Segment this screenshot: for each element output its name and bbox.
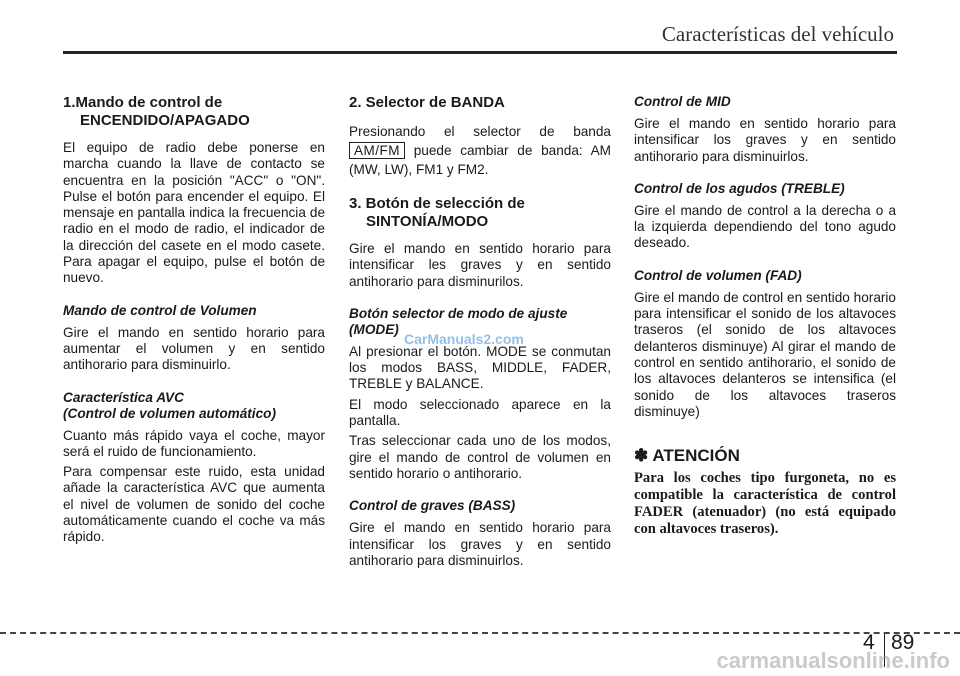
section-heading-tune: 3. Botón de selección de SINTONÍA/MODO (349, 195, 525, 230)
section-number: 4 (863, 631, 875, 654)
subheading-avc: Característica AVC (Control de volumen automático) (63, 389, 276, 421)
section-heading-band: 2. Selector de BANDA (349, 94, 505, 111)
subheading-treble: Control de los agudos (TREBLE) (634, 180, 845, 196)
paragraph: El equipo de radio debe ponerse en marcha cuando la llave de contacto se encuentra en la posición "ACC" o "ON". Pulse el botón para encender el equipo. El mensaje en pantalla indica la frecuencia de radio en el modo de radio, el indicador de la dirección del casete en el modo casete. Para apagar el equipo, pulse el botón de nuevo. (63, 140, 325, 286)
subheading-volume: Mando de control de Volumen (63, 302, 257, 318)
amfm-button-label: AM/FM (349, 142, 405, 159)
warning-heading: ✽ ATENCIÓN (634, 446, 740, 466)
subheading-mode: Botón selector de modo de ajuste (MODE) (349, 305, 568, 337)
subheading-fad: Control de volumen (FAD) (634, 267, 802, 283)
column-1 (63, 94, 325, 550)
paragraph: Gire el mando en sentido horario para aumentar el volumen y en sentido antihorario para disminuirlo. (63, 324, 325, 373)
asterisk-icon: ✽ (634, 446, 649, 466)
subheading-mid: Control de MID (634, 94, 731, 109)
paragraph: Gire el mando de control en sentido horario para intensificar el sonido de los altavoces traseros (el sonido de los altavoces delanteros disminuye) Al girar el mando de control en sentido antihorario, el sonido de los altavoces delanteros se intensifica (el sonido de los altavoces traseros disminuye) (634, 289, 896, 419)
warning-body: Para los coches tipo furgoneta, no es compatible la característica de control FADER (atenuador) (no está equipado con altavoces traseros). (634, 470, 896, 538)
header-rule (63, 51, 897, 54)
watermark-inline: CarManuals2.com (404, 331, 524, 347)
paragraph-band: Presionando el selector de banda AM/FM puede cambiar de banda: AM (MW, LW), FM1 y FM2. (349, 124, 611, 177)
paragraph: Gire el mando de control a la derecha o a la izquierda dependiendo del tono agudo deseado. (634, 202, 896, 251)
paragraph: Tras seleccionar cada uno de los modos, gire el mando de control de volumen en sentido horario o antihorario. (349, 433, 611, 481)
page-number: 89 (891, 631, 915, 654)
subheading-bass: Control de graves (BASS) (349, 498, 516, 514)
section-heading-power: 1.Mando de control de ENCENDIDO/APAGADO (63, 94, 250, 129)
paragraph: Gire el mando en sentido horario para intensificar los graves y en sentido antihorario para disminuirlos. (634, 116, 896, 164)
paragraph: Para compensar este ruido, esta unidad añade la característica AVC que aumenta el nivel de volumen de sonido del coche automáticamente cuando el coche va más rápido. (63, 464, 325, 545)
paragraph: Gire el mando en sentido horario para intensificar los graves y en sentido antihorario para disminuirlos. (349, 520, 611, 568)
page-header-title: Características del vehículo (661, 22, 894, 46)
column-3 (634, 94, 896, 538)
footer-rule (0, 632, 960, 634)
watermark-corner: carmanualsonline.info (716, 648, 950, 673)
paragraph: Gire el mando en sentido horario para intensificar les graves y en sentido antihorario para disminurilos. (349, 241, 611, 289)
paragraph: El modo seleccionado aparece en la pantalla. (349, 396, 611, 429)
paragraph: Al presionar el botón. MODE se conmutan los modos BASS, MIDDLE, FADER, TREBLE y BALANCE. (349, 343, 611, 392)
paragraph: Cuanto más rápido vaya el coche, mayor será el ruido de funcionamiento. (63, 427, 325, 459)
